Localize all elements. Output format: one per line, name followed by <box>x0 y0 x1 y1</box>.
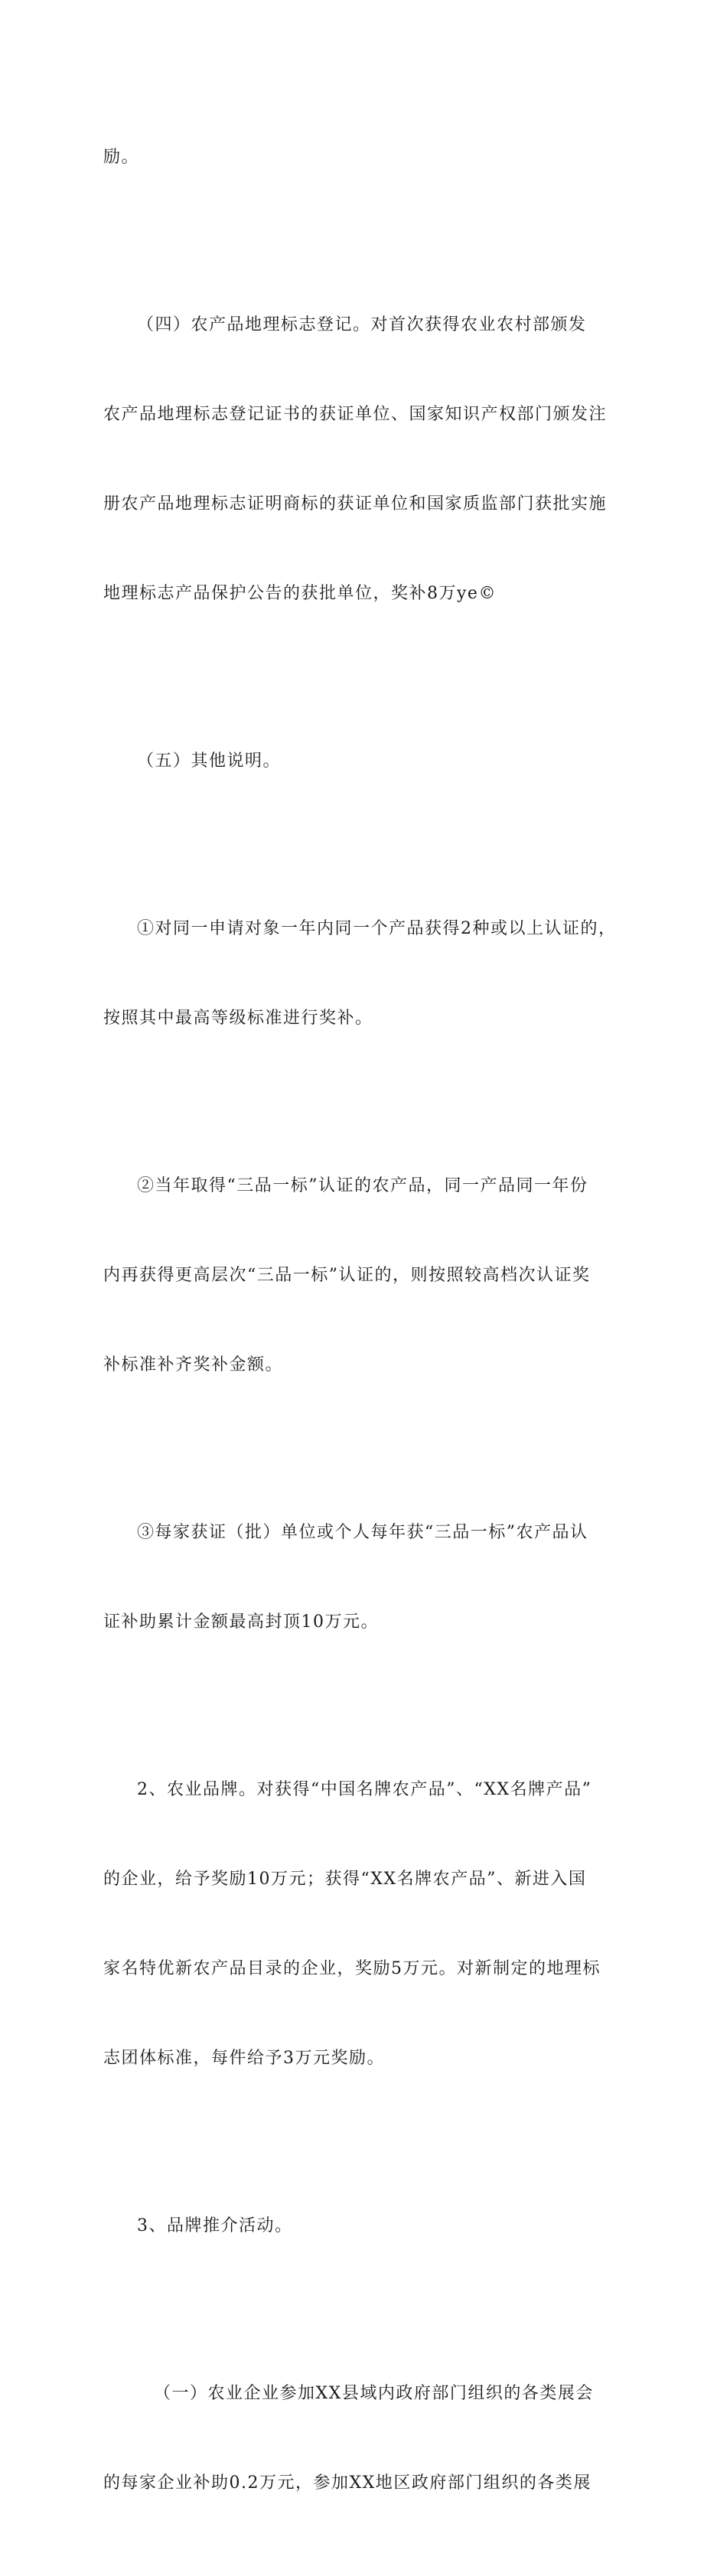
text-line: 证补助累计金额最高封顶10万元。 <box>103 1612 379 1632</box>
text-line: （一）农业企业参加XX县域内政府部门组织的各类展会 <box>154 2384 594 2403</box>
paragraph-note-2 <box>103 1111 601 1440</box>
text-line: 3、品牌推介活动。 <box>137 2216 293 2235</box>
text-line: 励。 <box>103 148 140 167</box>
text-line: ③每家获证（批）单位或个人每年获“三品一标”农产品认 <box>137 1523 588 1542</box>
paragraph-other-notes-heading <box>103 686 601 836</box>
text-line: 补标准补齐奖补金额。 <box>103 1355 284 1374</box>
text-line: 按照其中最高等级标准进行奖补。 <box>103 1009 373 1028</box>
text-line: ②当年取得“三品一标”认证的农产品，同一产品同一年份 <box>137 1176 588 1195</box>
paragraph-brand-promotion-heading <box>103 2151 601 2300</box>
text-line: （四）农产品地理标志登记。对首次获得农业农村部颁发 <box>137 315 587 334</box>
document-body <box>103 83 617 2576</box>
text-line: （五）其他说明。 <box>137 752 282 771</box>
text-line: 的企业，给予奖励10万元；获得“XX名牌农产品”、新进入国 <box>103 1870 587 1889</box>
text-line: 册农产品地理标志证明商标的获证单位和国家质监部门获批实施 <box>103 494 608 514</box>
paragraph-exhibition-subsidy <box>103 2319 601 2558</box>
paragraph-continuation <box>103 83 601 232</box>
text-line: 家名特优新农产品目录的企业，奖励5万元。对新制定的地理标 <box>103 1959 601 1978</box>
paragraph-note-1 <box>103 854 617 1093</box>
text-line: 志团体标准，每件给予3万元奖励。 <box>103 2049 385 2068</box>
text-line: 地理标志产品保护公告的获批单位，奖补8万ye© <box>103 584 497 603</box>
text-line: 农产品地理标志登记证书的获证单位、国家知识产权部门颁发注 <box>103 405 608 424</box>
paragraph-note-3 <box>103 1458 601 1697</box>
paragraph-geographic-indication <box>103 250 608 668</box>
text-line: 的每家企业补助0.2万元，参加XX地区政府部门组织的各类展 <box>103 2473 592 2493</box>
text-line: 内再获得更高层次“三品一标”认证的，则按照较高档次认证奖 <box>103 1266 591 1285</box>
paragraph-agricultural-brand <box>103 1715 601 2133</box>
text-line: ①对同一申请对象一年内同一个产品获得2种或以上认证的， <box>137 919 617 938</box>
text-line: 2、农业品牌。对获得“中国名牌农产品”、“XX名牌产品” <box>137 1780 592 1799</box>
